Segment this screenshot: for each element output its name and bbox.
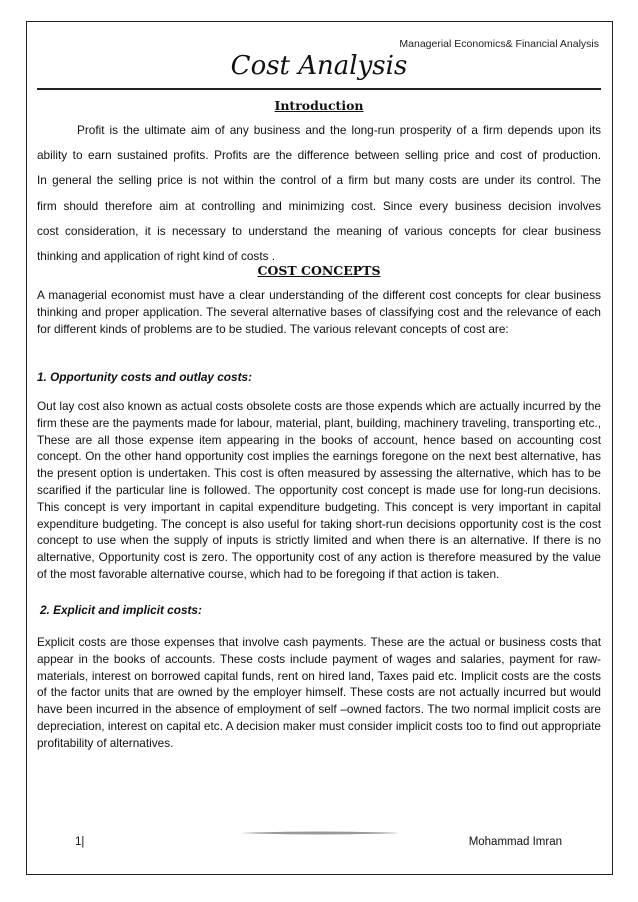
opportunity-costs-heading: 1. Opportunity costs and outlay costs:: [37, 370, 252, 384]
intro-line: cost consideration, it is necessary to understand the meaning of various concepts for clear business: [37, 223, 601, 238]
footer-author: Mohammad Imran: [468, 836, 562, 848]
introduction-heading: Introduction: [274, 98, 364, 113]
explicit-costs-paragraph: Explicit costs are those expenses that involve cash payments. These are the actual or business costs that appear in the books of accounts. These costs include payment of wages and salaries, payment for raw-materials, interest on borrowed capital funds, rent on hired land, Taxes paid etc. Implicit costs are the costs of the factor units that are owned by the employer himself. These costs are not actually incurred but would have been incurred in the absence of employment of self –owned factors. The two normal implicit costs are depreciation, interest on capital etc. A decision maker must consider implicit costs too to find out appropriate profitability of alternatives.: [37, 635, 601, 750]
header-course: Managerial Economics& Financial Analysis: [399, 38, 599, 50]
explicit-costs-heading: 2. Explicit and implicit costs:: [40, 603, 202, 617]
introduction-text: [37, 118, 601, 269]
cost-concepts-heading: COST CONCEPTS: [257, 263, 381, 278]
intro-line: In general the selling price is not within the control of a firm but many costs are under its control. The: [37, 173, 601, 188]
cost-concepts-paragraph: A managerial economist must have a clear understanding of the different cost concepts for clear business thinking and proper application. The several alternative bases of classifying cost and the relevance of each for different kinds of problems are to be studied. The various relevant concepts of cost are:: [37, 288, 601, 336]
intro-line: firm should therefore aim at controlling and minimizing cost. Since every business decision involves: [37, 198, 601, 213]
page-number: 1|: [75, 836, 85, 848]
intro-line: thinking and application of right kind of costs .: [37, 249, 276, 264]
title-divider: [37, 88, 601, 90]
intro-line: Profit is the ultimate aim of any business and the long-run prosperity of a firm depends upon its: [77, 123, 601, 137]
document-title: Cost Analysis: [230, 51, 408, 81]
opportunity-costs-paragraph: Out lay cost also known as actual costs obsolete costs are those expends which are actually incurred by the firm these are the payments made for labour, material, plant, building, machinery traveling, transporting etc., These are all those expense item appearing in the books of account, hence based on accounting cost concept. On the other hand opportunity cost implies the earnings foregone on the next best alternative, has the present option is undertaken. This cost is often measured by assessing the alternative, which has to be scarified if the particular line is followed. The opportunity cost concept is made use for long-run decisions. This concept is very important in capital expenditure budgeting. This concept is very important in capital expenditure budgeting. The concept is also useful for taking short-run decisions opportunity cost is the cost concept to use when the supply of inputs is strictly limited and when there is an alternative. If there is no alternative, Opportunity cost is zero. The opportunity cost of any action is therefore measured by the value of the most favorable alternative course, which had to be foregoing if that action is taken.: [37, 399, 601, 581]
intro-line: ability to earn sustained profits. Profits are the difference between selling price and cost of production.: [37, 148, 601, 163]
footer-ornament: [240, 830, 400, 836]
